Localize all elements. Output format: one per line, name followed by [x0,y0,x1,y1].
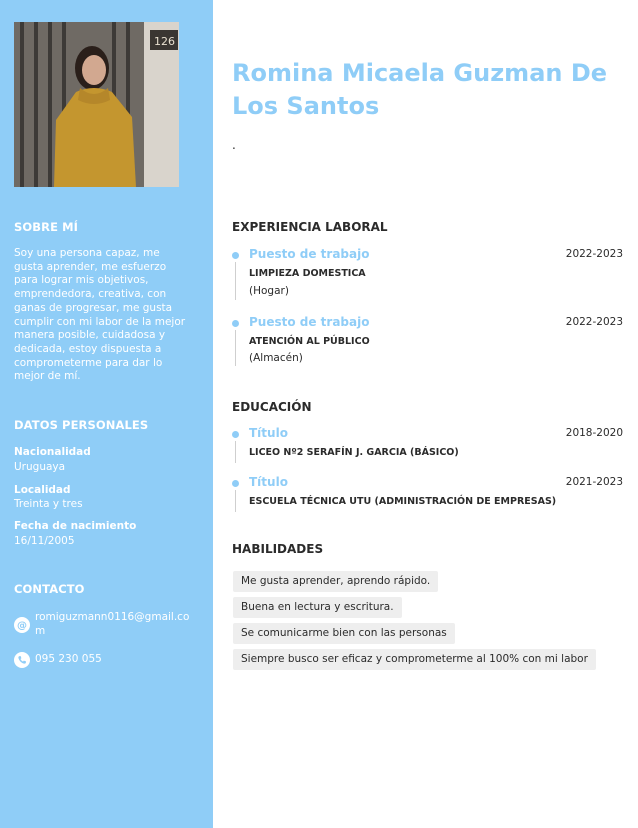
door-number: 126 [154,35,175,48]
subtitle: . [232,138,236,152]
birthdate-label: Fecha de nacimiento [14,520,137,532]
sidebar [0,0,213,828]
education-item-title: Título [249,426,288,440]
profile-photo-illustration [14,22,179,187]
skill-chip: Se comunicarme bien con las personas [233,623,455,644]
timeline-line [235,330,236,366]
experience-item-place: (Hogar) [249,285,289,297]
full-name: Romina Micaela Guzman De Los Santos [232,59,608,120]
timeline-bullet [232,431,239,438]
locality-value: Treinta y tres [14,498,83,510]
phone-icon [14,652,30,668]
experience-item-title: Puesto de trabajo [249,315,370,329]
about-heading: SOBRE MÍ [14,220,79,234]
timeline-bullet [232,480,239,487]
experience-heading: EXPERIENCIA LABORAL [232,220,388,234]
timeline-bullet [232,252,239,259]
education-item-school: LICEO Nº2 SERAFÍN J. GARCIA (BÁSICO) [249,447,459,458]
experience-item-date: 2022-2023 [565,316,623,328]
experience-item-title: Puesto de trabajo [249,247,370,261]
timeline-bullet [232,320,239,327]
skill-chip: Buena en lectura y escritura. [233,597,402,618]
personal-data-heading: DATOS PERSONALES [14,418,149,432]
nationality-label: Nacionalidad [14,446,91,458]
contact-email[interactable]: romiguzmann0116@gmail.com [35,611,190,637]
skills-heading: HABILIDADES [232,542,324,556]
experience-item-role: ATENCIÓN AL PÚBLICO [249,336,370,347]
contact-heading: CONTACTO [14,582,85,596]
education-item-school: ESCUELA TÉCNICA UTU (ADMINISTRACIÓN DE EMPRESAS) [249,496,557,507]
education-item-date: 2021-2023 [565,476,623,488]
timeline-line [235,441,236,463]
experience-item-place: (Almacén) [249,352,303,364]
education-heading: EDUCACIÓN [232,400,312,414]
education-item-title: Título [249,475,288,489]
at-sign-icon [14,617,30,633]
skill-chip: Me gusta aprender, aprendo rápido. [233,571,438,592]
experience-item-date: 2022-2023 [565,248,623,260]
about-text: Soy una persona capaz, me gusta aprender, me esfuerzo para lograr mis objetivos, emprendedora, creativa, con ganas de progresar, me gusta cumplir con mi labor de la mejor manera posible, cuidadosa y dedicada, estoy dispuesta a comprometerme para dar lo mejor de mí. [14,247,186,383]
timeline-line [235,262,236,300]
education-item-date: 2018-2020 [565,427,623,439]
contact-phone[interactable]: 095 230 055 [35,653,102,665]
birthdate-value: 16/11/2005 [14,535,75,547]
skill-chip: Siempre busco ser eficaz y comprometerme al 100% con mi labor [233,649,596,670]
locality-label: Localidad [14,484,71,496]
experience-item-role: LIMPIEZA DOMESTICA [249,268,366,279]
timeline-line [235,490,236,512]
svg-text:@: @ [17,620,27,632]
profile-photo [14,22,179,187]
nationality-value: Uruguaya [14,461,66,473]
